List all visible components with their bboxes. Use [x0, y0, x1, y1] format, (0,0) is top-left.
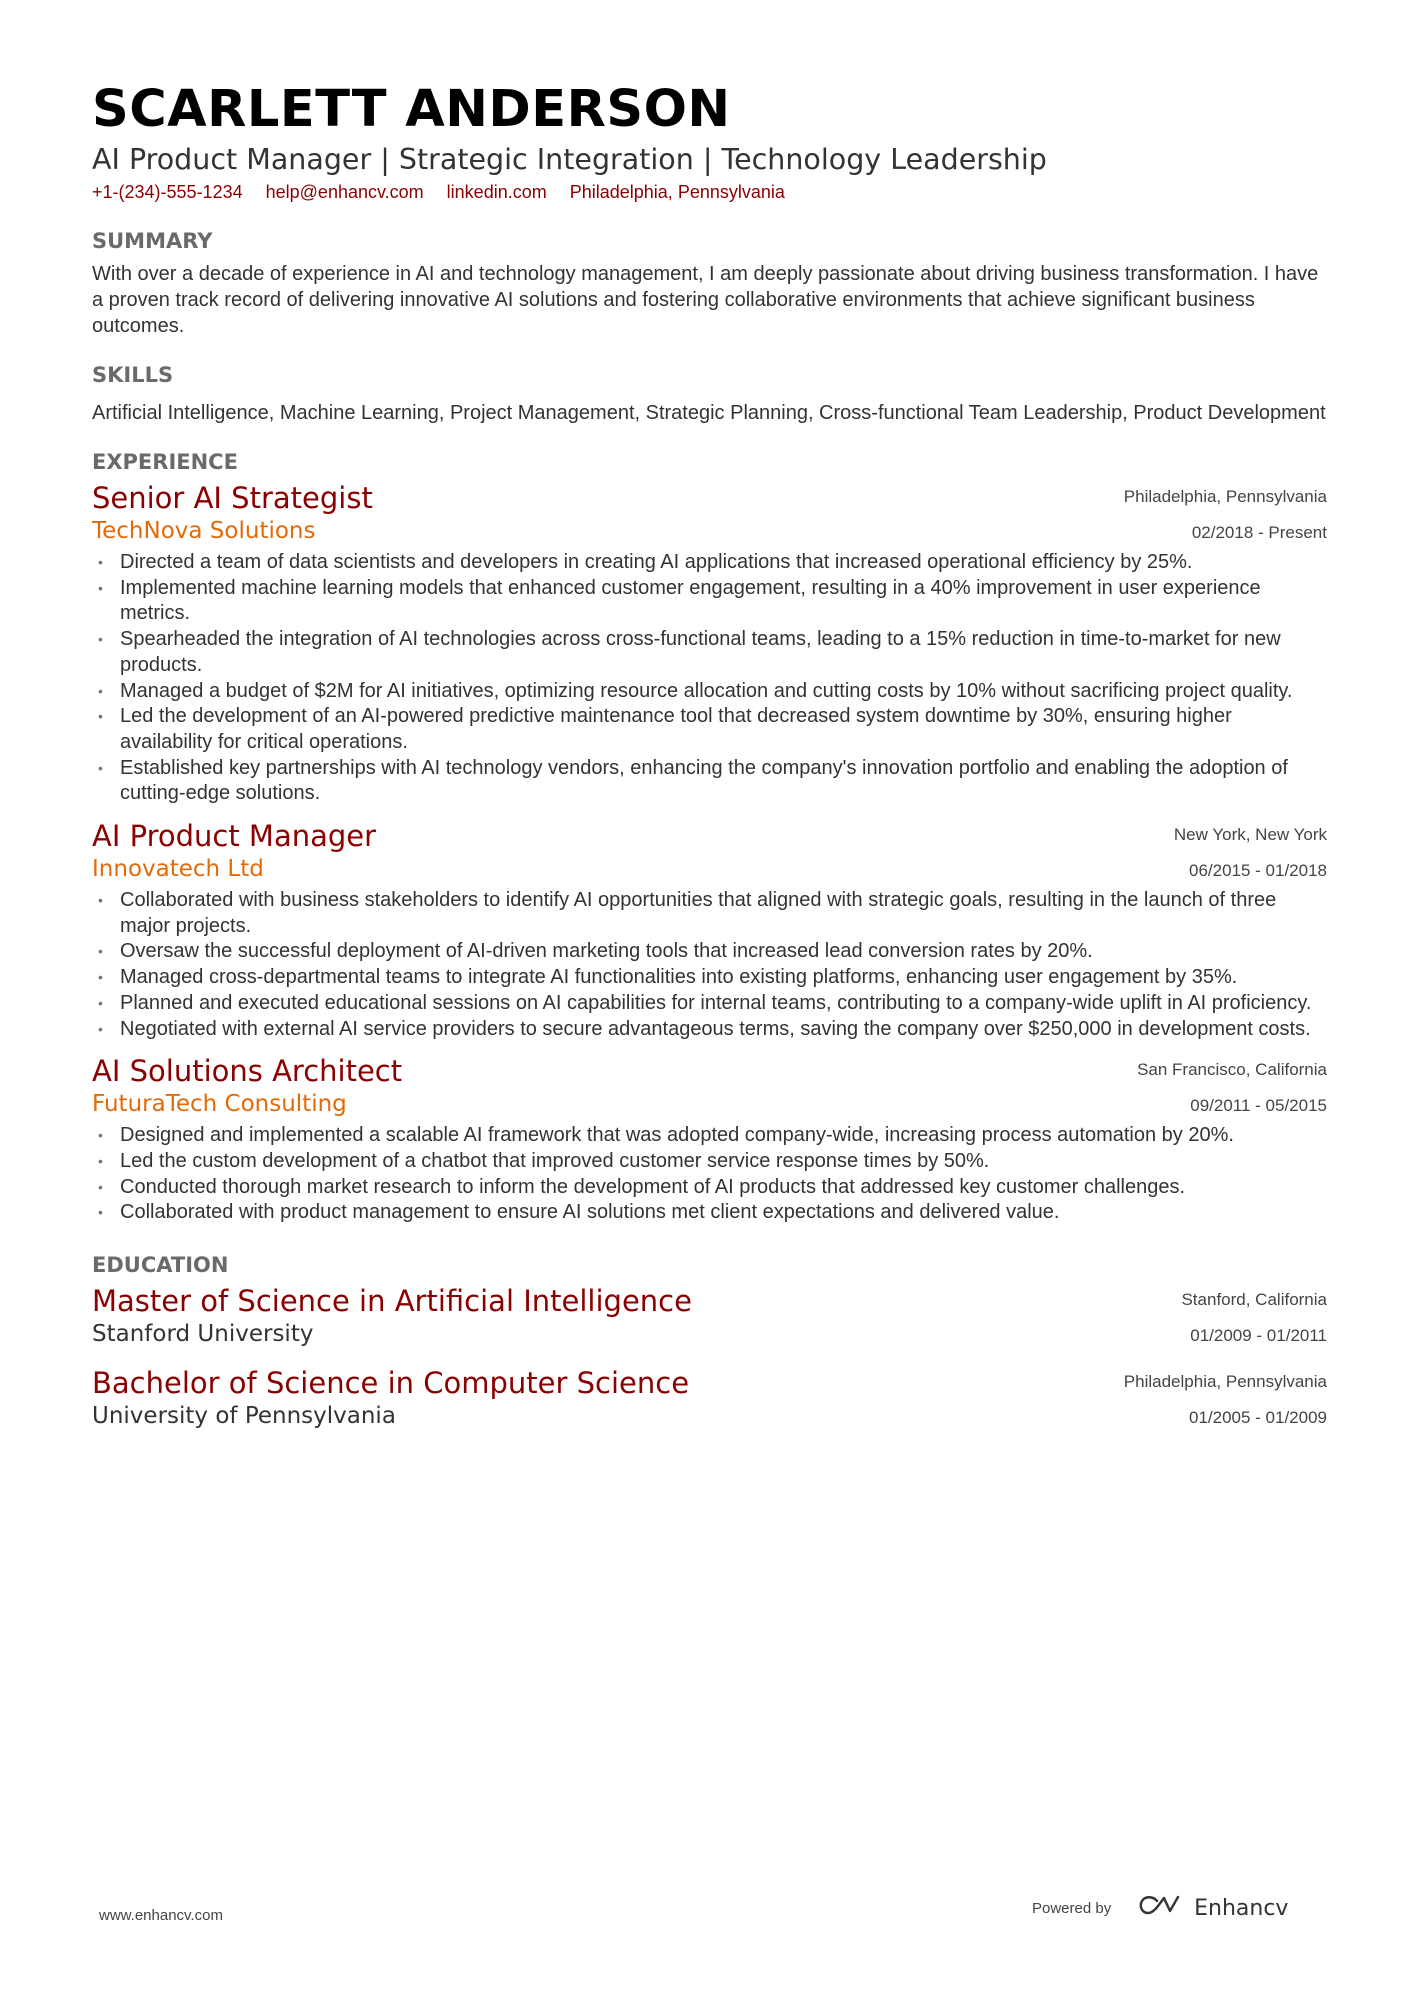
list-item: • Implemented machine learning models that enhanced customer engagement, resulting in a 40% improvement in user experience metrics.	[98, 576, 1261, 625]
experience-entry	[92, 480, 1327, 807]
resume-page	[92, 80, 1327, 1431]
company-name: FuturaTech Consulting	[92, 1091, 347, 1118]
footer-branding[interactable]	[1032, 1893, 1288, 1933]
list-item: • Led the development of an AI-powered predictive maintenance tool that decreased system downtime by 30%, ensuring higher availability for critical operations.	[98, 705, 1232, 753]
linkedin-link[interactable]: linkedin.com	[446, 182, 547, 202]
education-heading: EDUCATION	[92, 1253, 229, 1278]
school-name: Stanford University	[92, 1321, 314, 1348]
candidate-name: SCARLETT ANDERSON	[92, 80, 731, 139]
experience-entry	[92, 818, 1327, 1042]
footer-website-link[interactable]: www.enhancv.com	[99, 1907, 223, 1924]
list-item: • Led the custom development of a chatbot that improved customer service response times by 50%.	[98, 1149, 990, 1172]
education-dates: 01/2009 - 01/2011	[1190, 1326, 1327, 1346]
job-title: AI Product Manager	[92, 819, 377, 854]
school-location: Stanford, California	[1181, 1290, 1327, 1310]
location-text: Philadelphia, Pennsylvania	[569, 182, 785, 202]
experience-section	[92, 448, 1327, 1226]
summary-text: With over a decade of experience in AI and technology management, I am deeply passionate about driving business transformation. I have a proven track record of delivering innovative AI solutions and fostering collaborative environments that achieve significant business outcomes.	[92, 263, 1319, 337]
list-item: • Spearheaded the integration of AI technologies across cross-functional teams, leading to a 15% reduction in time-to-market for new products.	[98, 628, 1281, 676]
job-dates: 06/2015 - 01/2018	[1188, 861, 1327, 881]
list-item: • Established key partnerships with AI technology vendors, enhancing the company's innovation portfolio and enabling the adoption of cutting-edge solutions.	[98, 756, 1288, 805]
company-name: Innovatech Ltd	[92, 856, 264, 883]
school-name: University of Pennsylvania	[92, 1403, 396, 1430]
education-section	[92, 1251, 1327, 1431]
skills-section	[92, 361, 1327, 426]
job-dates: 09/2011 - 05/2015	[1190, 1096, 1327, 1116]
list-item: • Directed a team of data scientists and developers in creating AI applications that increased operational efficiency by 25%.	[98, 551, 1193, 573]
enhancv-logo-icon	[1136, 1893, 1184, 1924]
experience-entry	[92, 1053, 1327, 1226]
skills-heading: SKILLS	[92, 363, 174, 387]
enhancv-brand-text: Enhancv	[1194, 1896, 1289, 1921]
achievement-list	[92, 1123, 1327, 1226]
email-link[interactable]: help@enhancv.com	[265, 182, 424, 202]
school-location: Philadelphia, Pennsylvania	[1123, 1372, 1327, 1392]
list-item: • Conducted thorough market research to inform the development of AI products that addressed key customer challenges.	[98, 1175, 1186, 1198]
achievement-list	[92, 888, 1327, 1042]
summary-section	[92, 227, 1327, 339]
job-location: New York, New York	[1173, 825, 1327, 845]
job-dates: 02/2018 - Present	[1191, 523, 1327, 542]
list-item: • Oversaw the successful deployment of AI-driven marketing tools that increased lead conversion rates by 20%.	[98, 940, 1093, 963]
job-title: AI Solutions Architect	[92, 1054, 403, 1089]
list-item: • Negotiated with external AI service providers to secure advantageous terms, saving the company over $250,000 in development costs.	[98, 1017, 1311, 1040]
education-dates: 01/2005 - 01/2009	[1188, 1408, 1327, 1428]
phone-link[interactable]: +1-(234)-555-1234	[92, 182, 243, 202]
list-item: • Managed a budget of $2M for AI initiatives, optimizing resource allocation and cutting costs by 10% without sacrificing project quality.	[98, 679, 1293, 702]
headline-title: AI Product Manager | Strategic Integration | Technology Leadership	[92, 143, 1047, 176]
skills-text: Artificial Intelligence, Machine Learning, Project Management, Strategic Planning, Cross-functional Team Leadership, Product Development	[92, 402, 1326, 424]
contact-info	[92, 180, 1327, 204]
education-entry	[92, 1283, 1327, 1349]
job-location: Philadelphia, Pennsylvania	[1123, 487, 1327, 506]
powered-by-label: Powered by	[1032, 1900, 1112, 1917]
experience-heading: EXPERIENCE	[92, 450, 238, 474]
job-title: Senior AI Strategist	[92, 481, 373, 515]
list-item: • Managed cross-departmental teams to integrate AI functionalities into existing platforms, enhancing user engagement by 35%.	[98, 966, 1238, 989]
list-item: • Designed and implemented a scalable AI framework that was adopted company-wide, increasing process automation by 20%.	[98, 1124, 1234, 1147]
degree-title: Bachelor of Science in Computer Science	[92, 1366, 690, 1401]
header	[92, 80, 1327, 204]
list-item: • Collaborated with product management to ensure AI solutions met client expectations and delivered value.	[98, 1201, 1060, 1224]
company-name: TechNova Solutions	[92, 518, 316, 544]
job-location: San Francisco, California	[1137, 1060, 1327, 1080]
achievement-list	[92, 550, 1327, 807]
education-entry	[92, 1365, 1327, 1431]
list-item: • Collaborated with business stakeholders to identify AI opportunities that aligned with strategic goals, resulting in the launch of three major projects.	[98, 889, 1277, 937]
degree-title: Master of Science in Artificial Intelligence	[92, 1284, 692, 1319]
summary-heading: SUMMARY	[92, 229, 213, 253]
list-item: • Planned and executed educational sessions on AI capabilities for internal teams, contributing to a company-wide uplift in AI proficiency.	[98, 991, 1312, 1014]
